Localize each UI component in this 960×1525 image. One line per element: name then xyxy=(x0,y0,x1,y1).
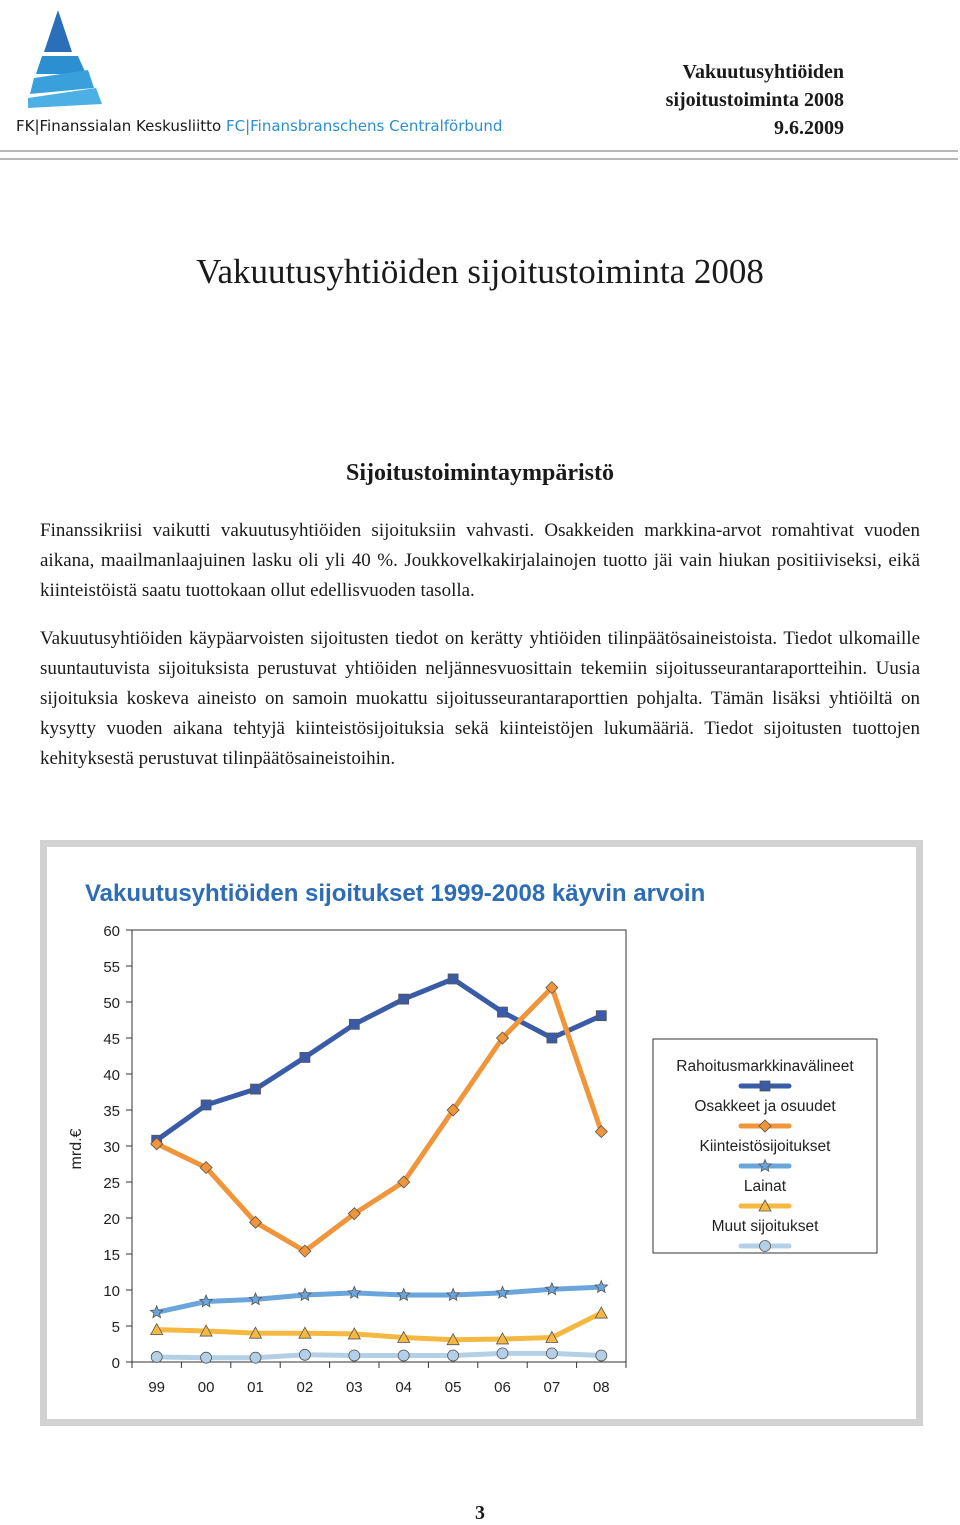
x-tick-label: 02 xyxy=(296,1379,314,1396)
y-tick-label: 5 xyxy=(111,1319,120,1336)
data-point-rahoitusmarkkinav-lineet xyxy=(448,974,458,984)
data-point-kiinteist-sijoitukset xyxy=(398,1289,410,1301)
org-name-sv: FC|Finansbranschens Centralförbund xyxy=(225,117,503,135)
data-point-rahoitusmarkkinav-lineet xyxy=(596,1011,606,1021)
series-line-kiinteist-sijoitukset xyxy=(157,1287,602,1312)
series-line-muut-sijoitukset xyxy=(157,1353,602,1357)
series-line-lainat xyxy=(157,1313,602,1340)
legend-label: Lainat xyxy=(743,1178,787,1195)
legend-label: Osakkeet ja osuudet xyxy=(694,1098,836,1115)
chart-legend xyxy=(653,1039,877,1253)
data-point-rahoitusmarkkinav-lineet xyxy=(498,1007,508,1017)
report-date: 9.6.2009 xyxy=(774,117,844,139)
data-point-rahoitusmarkkinav-lineet xyxy=(300,1052,310,1062)
y-tick-label: 10 xyxy=(103,1283,120,1300)
document-title: Vakuutusyhtiöiden sijoitustoiminta 2008 xyxy=(196,252,764,291)
org-name-fi: FK|Finanssialan Keskusliitto xyxy=(16,117,222,135)
y-tick-label: 45 xyxy=(103,1031,120,1048)
data-point-muut-sijoitukset xyxy=(349,1350,360,1361)
x-tick-label: 04 xyxy=(395,1379,413,1396)
data-point-muut-sijoitukset xyxy=(596,1350,607,1361)
data-point-muut-sijoitukset xyxy=(201,1352,212,1363)
y-axis-label: mrd.€ xyxy=(68,1128,85,1170)
data-point-muut-sijoitukset xyxy=(299,1349,310,1360)
data-point-kiinteist-sijoitukset xyxy=(447,1289,459,1301)
y-tick-label: 0 xyxy=(111,1355,120,1372)
data-point-muut-sijoitukset xyxy=(151,1351,162,1362)
logo-stripe-1 xyxy=(36,56,86,74)
data-point-rahoitusmarkkinav-lineet xyxy=(201,1100,211,1110)
data-point-muut-sijoitukset xyxy=(398,1350,409,1361)
y-tick-label: 35 xyxy=(103,1103,120,1120)
y-tick-label: 40 xyxy=(103,1067,120,1084)
x-tick-label: 05 xyxy=(444,1379,462,1396)
data-point-kiinteist-sijoitukset xyxy=(348,1286,360,1298)
data-point-rahoitusmarkkinav-lineet xyxy=(251,1084,261,1094)
data-point-muut-sijoitukset xyxy=(448,1350,459,1361)
data-point-rahoitusmarkkinav-lineet xyxy=(547,1033,557,1043)
y-tick-label: 15 xyxy=(103,1247,120,1264)
x-tick-label: 08 xyxy=(592,1379,610,1396)
data-point-kiinteist-sijoitukset xyxy=(496,1286,508,1298)
legend-marker xyxy=(760,1081,770,1091)
y-tick-label: 50 xyxy=(103,995,120,1012)
y-tick-label: 30 xyxy=(103,1139,120,1156)
x-tick-label: 01 xyxy=(247,1379,264,1396)
data-point-kiinteist-sijoitukset xyxy=(151,1306,163,1318)
data-point-rahoitusmarkkinav-lineet xyxy=(399,994,409,1004)
report-header xyxy=(666,58,844,142)
legend-label: Kiinteistösijoitukset xyxy=(699,1138,831,1155)
y-axis xyxy=(103,923,132,1372)
chart-title: Vakuutusyhtiöiden sijoitukset 1999-2008 käyvin arvoin xyxy=(85,880,706,907)
y-tick-label: 20 xyxy=(103,1211,120,1228)
x-axis xyxy=(132,1362,626,1396)
data-point-kiinteist-sijoitukset xyxy=(299,1289,311,1301)
data-point-muut-sijoitukset xyxy=(497,1348,508,1359)
section-title: Sijoitustoimintaympäristö xyxy=(345,460,614,486)
x-tick-label: 00 xyxy=(197,1379,215,1396)
paragraph-2: Vakuutusyhtiöiden käypäarvoisten sijoitusten tiedot on kerätty yhtiöiden tilinpäätösaineistoista. Tiedot ulkomaille suuntautuvista sijoituksista perustuvat yhtiöiden neljännesvuosittain tekemiin sijoitusseurantaraportteihin. Uusia sijoituksia koskeva aineisto on samoin muokattu sijoitusseurantaraporttien pohjalta. Tämän lisäksi yhtiöiltä on kysytty vuoden aikana tehtyjä kiinteistösijoituksia sekä kiinteistöjen lukumääriä. Tiedot sijoitusten tuottojen kehityksestä perustuvat tilinpäätösaineistoihin. xyxy=(40,628,920,769)
x-tick-label: 06 xyxy=(494,1379,511,1396)
page-number: 3 xyxy=(475,1502,485,1524)
investments-line-chart xyxy=(47,847,916,1419)
data-point-kiinteist-sijoitukset xyxy=(595,1281,607,1293)
data-point-kiinteist-sijoitukset xyxy=(200,1295,212,1307)
legend-label: Rahoitusmarkkinavälineet xyxy=(676,1058,854,1075)
header-divider xyxy=(0,150,958,160)
data-point-muut-sijoitukset xyxy=(546,1348,557,1359)
report-title-line1: Vakuutusyhtiöiden xyxy=(682,61,844,83)
chart-container xyxy=(40,840,923,1426)
data-point-osakkeet-ja-osuudet xyxy=(595,1126,607,1138)
logo-triangle-top xyxy=(44,10,72,52)
legend-label: Muut sijoitukset xyxy=(711,1218,819,1235)
x-tick-label: 07 xyxy=(543,1379,561,1396)
y-tick-label: 55 xyxy=(103,959,120,976)
organization-name xyxy=(16,117,502,135)
y-tick-label: 25 xyxy=(103,1175,120,1192)
data-point-rahoitusmarkkinav-lineet xyxy=(349,1019,359,1029)
data-point-kiinteist-sijoitukset xyxy=(546,1283,558,1295)
x-tick-label: 03 xyxy=(345,1379,363,1396)
y-tick-label: 60 xyxy=(103,923,120,940)
x-tick-label: 99 xyxy=(148,1379,166,1396)
report-title-line2: sijoitustoiminta 2008 xyxy=(665,89,844,111)
series-lines xyxy=(151,974,608,1363)
legend-marker xyxy=(760,1241,771,1252)
data-point-muut-sijoitukset xyxy=(250,1352,261,1363)
data-point-kiinteist-sijoitukset xyxy=(249,1293,261,1305)
paragraph-1: Finanssikriisi vaikutti vakuutusyhtiöiden sijoituksiin vahvasti. Osakkeiden markkina-arvot romahtivat vuoden aikana, maailmanlaajuinen lasku oli yli 40 %. Joukkovelkakirjalainojen tuotto jäi vain hiukan positiiviseksi, eikä kiinteistöistä saatu tuottokaan ollut edellisvuoden tasolla. xyxy=(40,520,920,601)
